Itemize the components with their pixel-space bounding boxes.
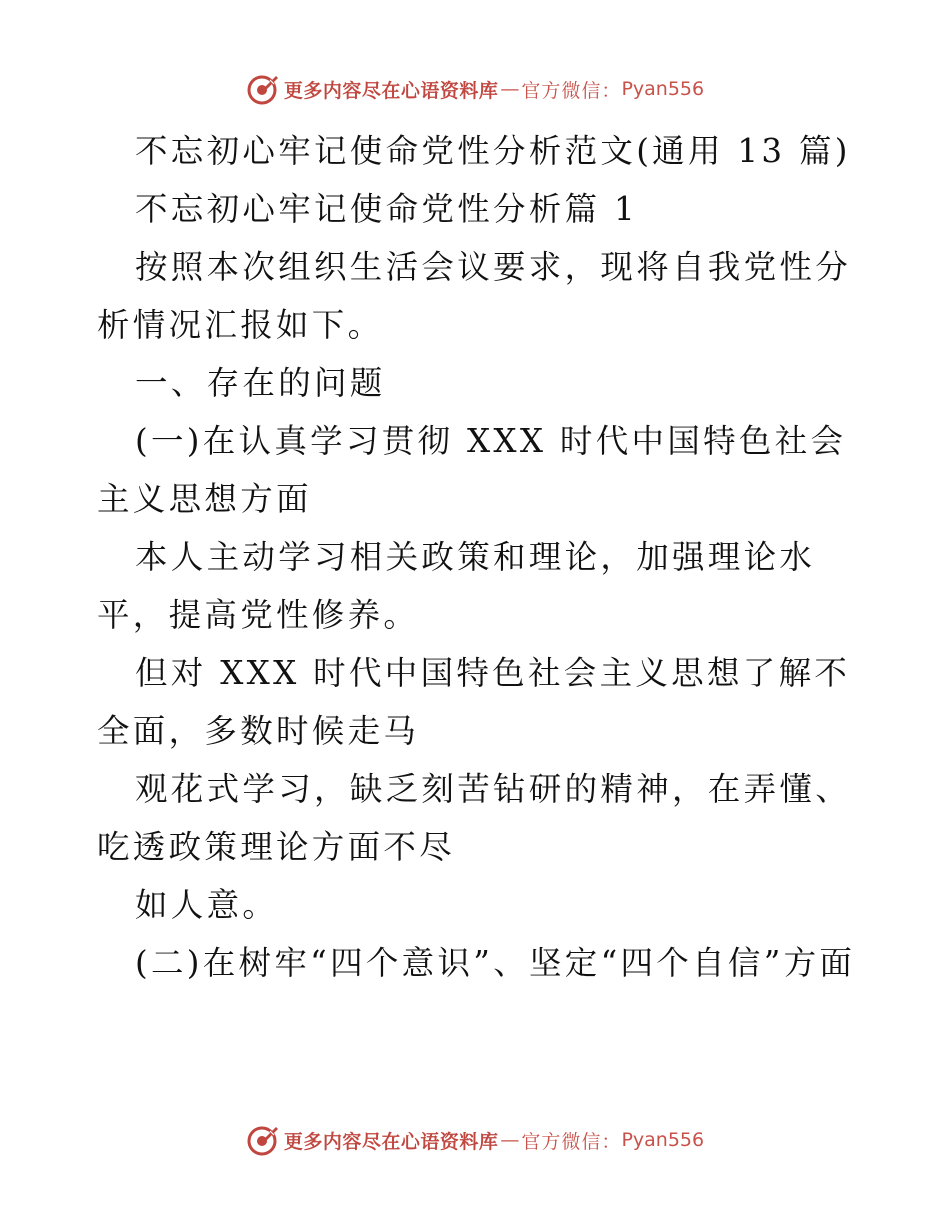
paragraph: 按照本次组织生活会议要求，现将自我党性分析情况汇报如下。 <box>97 248 852 344</box>
paragraph: 但对 XXX 时代中国特色社会主义思想了解不全面，多数时候走马 <box>97 654 851 750</box>
paragraph: 一、存在的问题 <box>135 364 386 402</box>
document-body <box>97 122 857 992</box>
paragraph: 观花式学习，缺乏刻苦钻研的精神，在弄懂、吃透政策理论方面不尽 <box>97 770 852 866</box>
banner-separator: — <box>500 1129 520 1151</box>
section-heading: 不忘初心牢记使命党性分析篇 1 <box>135 190 639 228</box>
pen-logo-icon <box>246 1123 280 1157</box>
banner-wechat-id: Pyan556 <box>621 78 705 100</box>
paragraph: 本人主动学习相关政策和理论，加强理论水平，提高党性修养。 <box>97 538 816 634</box>
banner-wechat-id: Pyan556 <box>621 1129 705 1151</box>
banner-separator: — <box>500 78 520 100</box>
header-watermark-banner <box>0 69 950 109</box>
paragraph: (一)在认真学习贯彻 XXX 时代中国特色社会主义思想方面 <box>97 422 847 518</box>
paragraph: (二)在树牢“四个意识”、坚定“四个自信”方面 <box>135 944 856 982</box>
pen-logo-icon <box>246 72 280 106</box>
document-title: 不忘初心牢记使命党性分析范文(通用 13 篇) <box>135 132 851 170</box>
paragraph: 如人意。 <box>135 886 279 924</box>
footer-watermark-banner <box>0 1120 950 1160</box>
banner-brand-text: 更多内容尽在心语资料库 <box>283 1130 499 1153</box>
banner-wechat-label: 官方微信： <box>521 1130 622 1153</box>
banner-brand-text: 更多内容尽在心语资料库 <box>283 79 499 102</box>
banner-wechat-label: 官方微信： <box>521 79 622 102</box>
